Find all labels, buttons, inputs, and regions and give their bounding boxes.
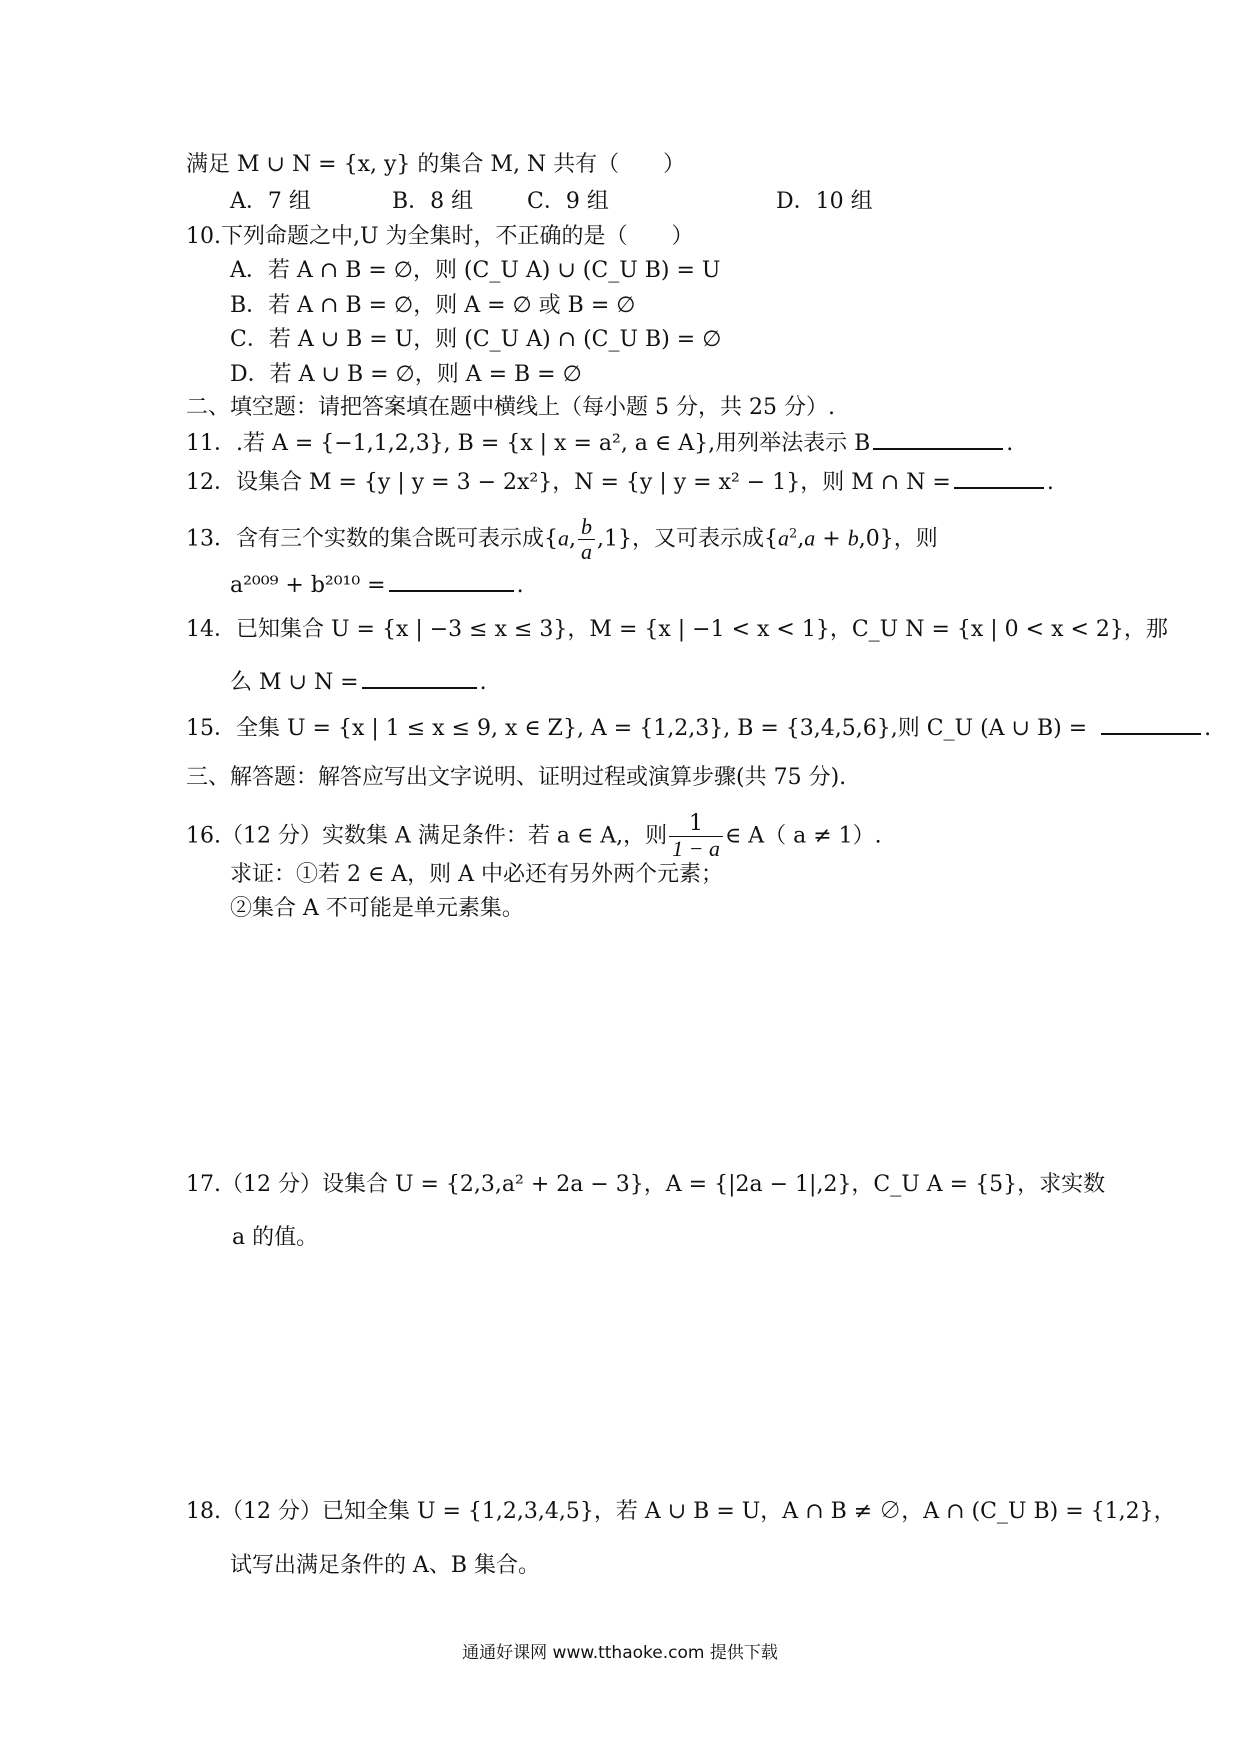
q14-answer-blank[interactable] bbox=[362, 667, 477, 689]
q18-line2: 试写出满足条件的 A、B 集合。 bbox=[230, 1553, 541, 1578]
q12-answer-blank[interactable] bbox=[954, 467, 1044, 489]
q11-text: 11．.若 A = {−1,1,2,3}, B = {x | x = a², a ∈ A},用列举法表示 B bbox=[186, 431, 871, 456]
q16-line3: ②集合 A 不可能是单元素集。 bbox=[230, 896, 524, 921]
q12-text: 12．设集合 M = {y | y = 3 − 2x²}，N = {y | y = x² − 1}，则 M ∩ N = bbox=[186, 470, 951, 495]
q11: 11．.若 A = {−1,1,2,3}, B = {x | x = a², a ∈ A},用列举法表示 B . bbox=[186, 428, 1013, 459]
q9-stem: 满足 M ∪ N = {x, y} 的集合 M, N 共有（ ） bbox=[186, 152, 686, 177]
q17-line1: 17.（12 分）设集合 U = {2,3,a² + 2a − 3}，A = {|2a − 1|,2}，C_U A = {5}，求实数 bbox=[186, 1172, 1106, 1197]
q10-option-d: D．若 A ∪ B = ∅，则 A = B = ∅ bbox=[230, 362, 582, 387]
q18-line1: 18.（12 分）已知全集 U = {1,2,3,4,5}，若 A ∪ B = U，A ∩ B ≠ ∅，A ∩ (C_U B) = {1,2}， bbox=[186, 1499, 1176, 1524]
q15-answer-blank[interactable] bbox=[1101, 713, 1201, 735]
q13-line1: 13．含有三个实数的集合既可表示成{a, $\frac{b}{a}$ ,1}，又可表示成$\{a^2,a + b,0\}$，则 bbox=[186, 514, 938, 564]
q13-expression: a²⁰⁰⁹ + b²⁰¹⁰ = bbox=[230, 573, 386, 598]
q16-fraction-numerator: 1 bbox=[669, 812, 723, 837]
q10-option-a: A．若 A ∩ B = ∅，则 (C_U A) ∪ (C_U B) = U bbox=[230, 258, 721, 283]
q13-mid: ，又可表示成 bbox=[632, 526, 765, 552]
q13-end: ，则 bbox=[893, 526, 938, 552]
q16-fraction-denominator: 1 − a bbox=[672, 836, 720, 861]
q13-lead: 13．含有三个实数的集合既可表示成 bbox=[186, 526, 544, 552]
q9-option-c: C．9 组 bbox=[527, 189, 609, 214]
q14-line1: 14．已知集合 U = {x | −3 ≤ x ≤ 3}，M = {x | −1 < x < 1}，C_U N = {x | 0 < x < 2}，那 bbox=[186, 617, 1168, 642]
q10-option-c: C．若 A ∪ B = U，则 (C_U A) ∩ (C_U B) = ∅ bbox=[230, 327, 722, 352]
q9-option-a: A．7 组 bbox=[230, 189, 311, 214]
q13-answer-blank[interactable] bbox=[389, 570, 514, 592]
q9-option-b: B．8 组 bbox=[392, 189, 474, 214]
q9-option-d: D．10 组 bbox=[776, 189, 873, 214]
q15-text: 15．全集 U = {x | 1 ≤ x ≤ 9, x ∈ Z}, A = {1,2,3}, B = {3,4,5,6},则 C_U (A ∪ B) = bbox=[186, 716, 1088, 741]
q16-lead: 16.（12 分）实数集 A 满足条件：若 a ∈ A,，则 bbox=[186, 823, 668, 849]
q16-fraction bbox=[669, 812, 723, 861]
q14-line2: 么 M ∪ N = . bbox=[230, 667, 487, 698]
q14-expression: 么 M ∪ N = bbox=[230, 670, 359, 695]
q15: 15．全集 U = {x | 1 ≤ x ≤ 9, x ∈ Z}, A = {1,2,3}, B = {3,4,5,6},则 C_U (A ∪ B) = . bbox=[186, 713, 1211, 744]
section-3-heading: 三、解答题：解答应写出文字说明、证明过程或演算步骤(共 75 分). bbox=[186, 765, 847, 790]
q16-line1 bbox=[186, 812, 882, 861]
q13-line2: a²⁰⁰⁹ + b²⁰¹⁰ = . bbox=[230, 570, 524, 601]
section-2-heading: 二、填空题：请把答案填在题中横线上（每小题 5 分，共 25 分）. bbox=[186, 395, 835, 420]
q10-option-b: B．若 A ∩ B = ∅，则 A = ∅ 或 B = ∅ bbox=[230, 293, 636, 318]
q16-line2: 求证：①若 2 ∈ A，则 A 中必还有另外两个元素； bbox=[230, 862, 724, 887]
q10-stem: 10.下列命题之中,U 为全集时，不正确的是（ ） bbox=[186, 224, 694, 249]
q13-fraction: $\frac{b}{a}$ bbox=[578, 515, 595, 564]
q17-line2: a 的值。 bbox=[232, 1225, 319, 1250]
footer-credit: 通通好课网 www.tthaoke.com 提供下载 bbox=[462, 1643, 778, 1663]
q16-tail: ∈ A（ a ≠ 1）. bbox=[724, 823, 882, 849]
q12: 12．设集合 M = {y | y = 3 − 2x²}，N = {y | y = x² − 1}，则 M ∩ N = . bbox=[186, 467, 1054, 498]
q11-answer-blank[interactable] bbox=[873, 428, 1003, 450]
